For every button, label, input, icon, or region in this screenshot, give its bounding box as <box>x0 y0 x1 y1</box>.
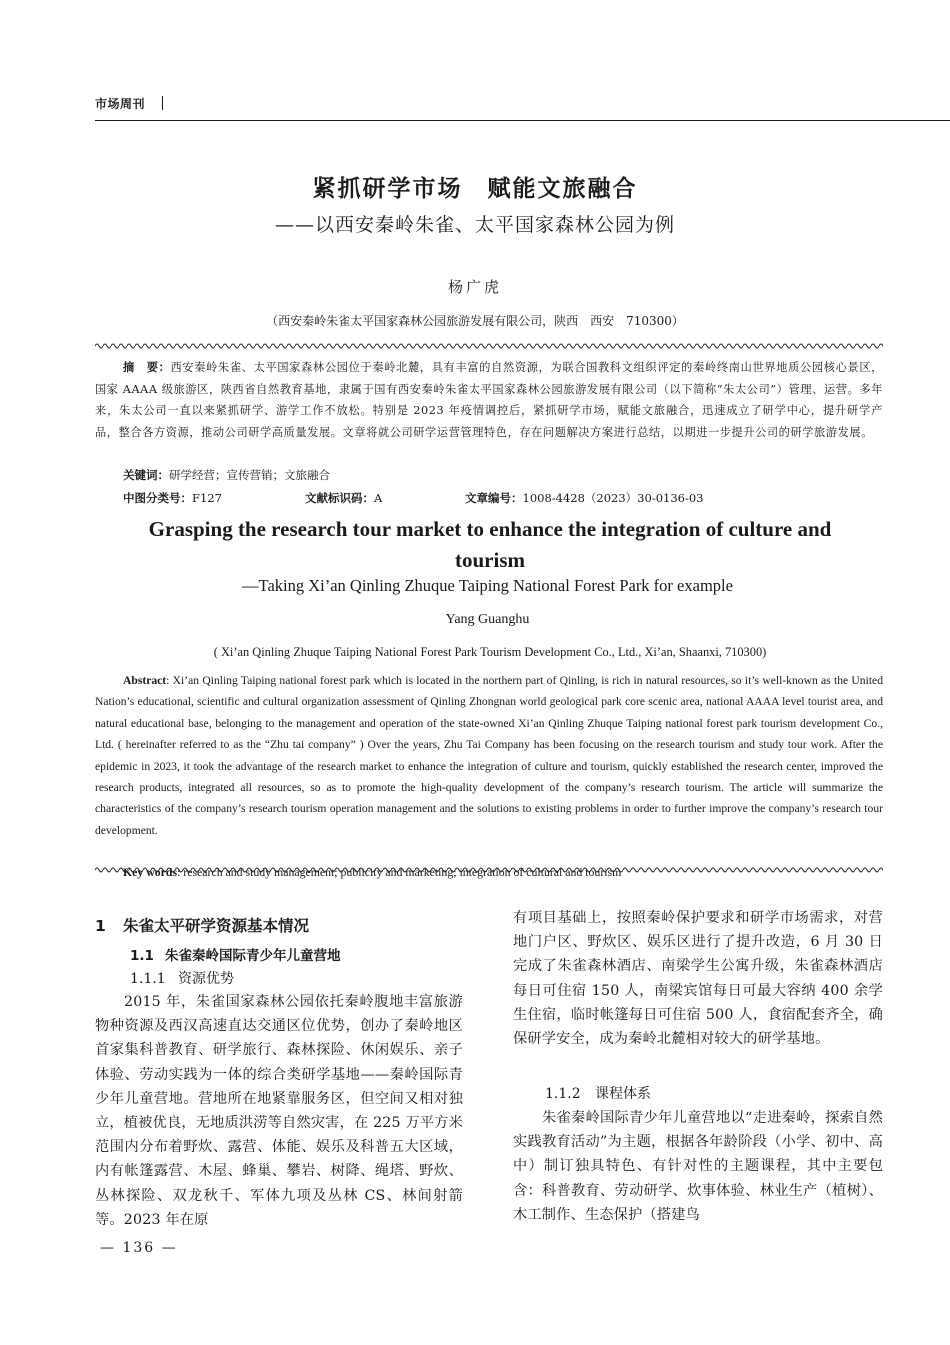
subsubsection-heading <box>130 968 234 988</box>
subsection-title: 朱雀秦岭国际青少年儿童营地 <box>165 948 341 964</box>
body-paragraph-left: 2015 年，朱雀国家森林公园依托秦岭腹地丰富旅游物种资源及西汉高速直达交通区位优势，创办了秦岭地区首家集科普教育、研学旅行、森林探险、休闲娱乐、亲子体验、劳动实践为一体的综合类研学基地——秦岭国际青少年儿童营地。营地所在地紧靠服务区，但空间又相对独立，植被优良，无地质洪涝等自然灾害，在 225 万平方米范围内分布着野炊、露营、体能、娱乐及科普五大区域，内有帐篷露营、木屋、蜂巢、攀岩、树降、绳塔、野炊、丛林探险、双龙秋千、军体九项及丛林 CS、林间射箭等。2023 年在原 <box>95 994 464 1228</box>
journal-name: 市场周刊 <box>95 97 146 111</box>
clc-number <box>123 490 222 506</box>
section-title: 朱雀太平研学资源基本情况 <box>123 917 310 935</box>
subsubsection-title-2: 课程体系 <box>595 1086 651 1102</box>
affiliation-zh: （西安秦岭朱雀太平国家森林公园旅游发展有限公司，陕西 西安 710300） <box>266 314 684 328</box>
doc-code-value: A <box>374 491 383 505</box>
abstract-zh <box>95 357 883 443</box>
section-heading <box>95 914 309 936</box>
header-rule <box>95 120 950 121</box>
subtitle-en: —Taking Xi’an Qinling Zhuque Taiping National Forest Park for example <box>242 576 733 595</box>
section-number: 1 <box>95 917 106 935</box>
title-zh: 紧抓研学市场 赋能文旅融合 <box>312 176 638 202</box>
affiliation-en: ( Xi’an Qinling Zhuque Taiping National Forest Park Tourism Development Co., Ltd., Xi’an, Shaanxi, 710300) <box>213 645 767 659</box>
subsection-number: 1.1 <box>130 948 154 964</box>
keywords-label-zh: 关键词： <box>123 468 169 482</box>
keywords-zh <box>123 467 330 483</box>
subtitle-zh: ——以西安秦岭朱雀、太平国家森林公园为例 <box>274 214 675 236</box>
subsubsection-heading-2 <box>545 1083 651 1103</box>
subsubsection-number-2: 1.1.2 <box>545 1086 581 1102</box>
subsubsection-number: 1.1.1 <box>130 971 166 987</box>
clc-value: F127 <box>192 491 222 505</box>
doc-code-label: 文献标识码： <box>305 491 374 505</box>
wavy-divider-top <box>95 342 883 350</box>
abstract-label-zh: 摘 要： <box>123 361 171 374</box>
article-number-value: 1008-4428（2023）30-0136-03 <box>522 491 704 505</box>
abstract-text-zh: 西安秦岭朱雀、太平国家森林公园位于秦岭北麓，具有丰富的自然资源，为联合国教科文组织评定的秦岭终南山世界地质公园核心景区，国家 AAAA 级旅游区，陕西省自然教育基地，隶属于国有西安秦岭朱雀太平国家森林公园旅游发展有限公司（以下简称“朱太公司”）管理、运营。多年来，朱太公司一直以来紧抓研学、游学工作不放松。特别是 2023 年疫情调控后，紧抓研学市场，赋能文旅融合，迅速成立了研学中心，提升研学产品，整合各方资源，推动公司研学高质量发展。文章将就公司研学运营管理特色，存在问题解决方案进行总结，以期进一步提升公司的研学旅游发展。 <box>95 361 883 439</box>
subsection-heading <box>130 944 341 964</box>
clc-label: 中图分类号： <box>123 491 192 505</box>
keywords-text-zh: 研学经营；宣传营销；文旅融合 <box>169 468 330 482</box>
abstract-en <box>95 670 883 841</box>
article-number-label: 文章编号： <box>465 491 523 505</box>
wavy-divider-bottom <box>95 866 883 874</box>
body-paragraph-right-1: 有项目基础上，按照秦岭保护要求和研学市场需求，对营地门户区、野炊区、娱乐区进行了提升改造，6 月 30 日完成了朱雀森林酒店、南梁学生公寓升级，朱雀森林酒店每日可住宿 150 人，南梁宾馆每日可最大容纳 400 余学生住宿，临时帐篷每日可住宿 500 人，食宿配套齐全，确保研学安全，成为秦岭北麓相对较大的研学基地。 <box>513 910 883 1048</box>
subsubsection-title: 资源优势 <box>178 971 234 987</box>
author-en: Yang Guanghu <box>445 612 530 627</box>
article-number <box>465 490 704 506</box>
page-number: — 136 — <box>100 1240 178 1256</box>
abstract-label-en: Abstract <box>123 674 167 687</box>
header-separator <box>162 96 163 110</box>
doc-code <box>305 490 382 506</box>
abstract-text-en: : Xi’an Qinling Taiping national forest park which is located in the northern part of Qinling, is rich in natural resources, so it’s well-known as the United Nation’s educational, scientific and cultural organization assessment of Qinling Zhongnan world geological park core scenic area, national AAAA level tourist area, and natural educational base, belonging to the management and operation of the state-owned Xi’an Qinling Zhuque Taiping national forest park tourism development Co., Ltd. ( hereinafter referred to as the “Zhu tai company” ) Over the years, Zhu Tai Company has been focusing on the research tourism and study tour work. After the epidemic in 2023, it took the advantage of the research market to enhance the integration of culture and tourism, quickly established the research center, improved the research products, integrated all resources, so as to promote the high-quality development of the company’s research tourism. The article will summarize the characteristics of the company’s research tourism operation management and the solutions to existing problems in order to further improve the company’s research tour development. <box>95 674 883 837</box>
body-paragraph-right-2: 朱雀秦岭国际青少年儿童营地以“走进秦岭，探索自然实践教育活动”为主题，根据各年龄阶段（小学、初中、高中）制订独具特色、有针对性的主题课程，其中主要包含：科普教育、劳动研学、炊事体验、林业生产（植树）、木工制作、生态保护（搭建鸟 <box>513 1110 883 1223</box>
author-zh: 杨广虎 <box>447 278 502 296</box>
title-en: Grasping the research tour market to enhance the integration of culture and tourism <box>148 517 832 572</box>
